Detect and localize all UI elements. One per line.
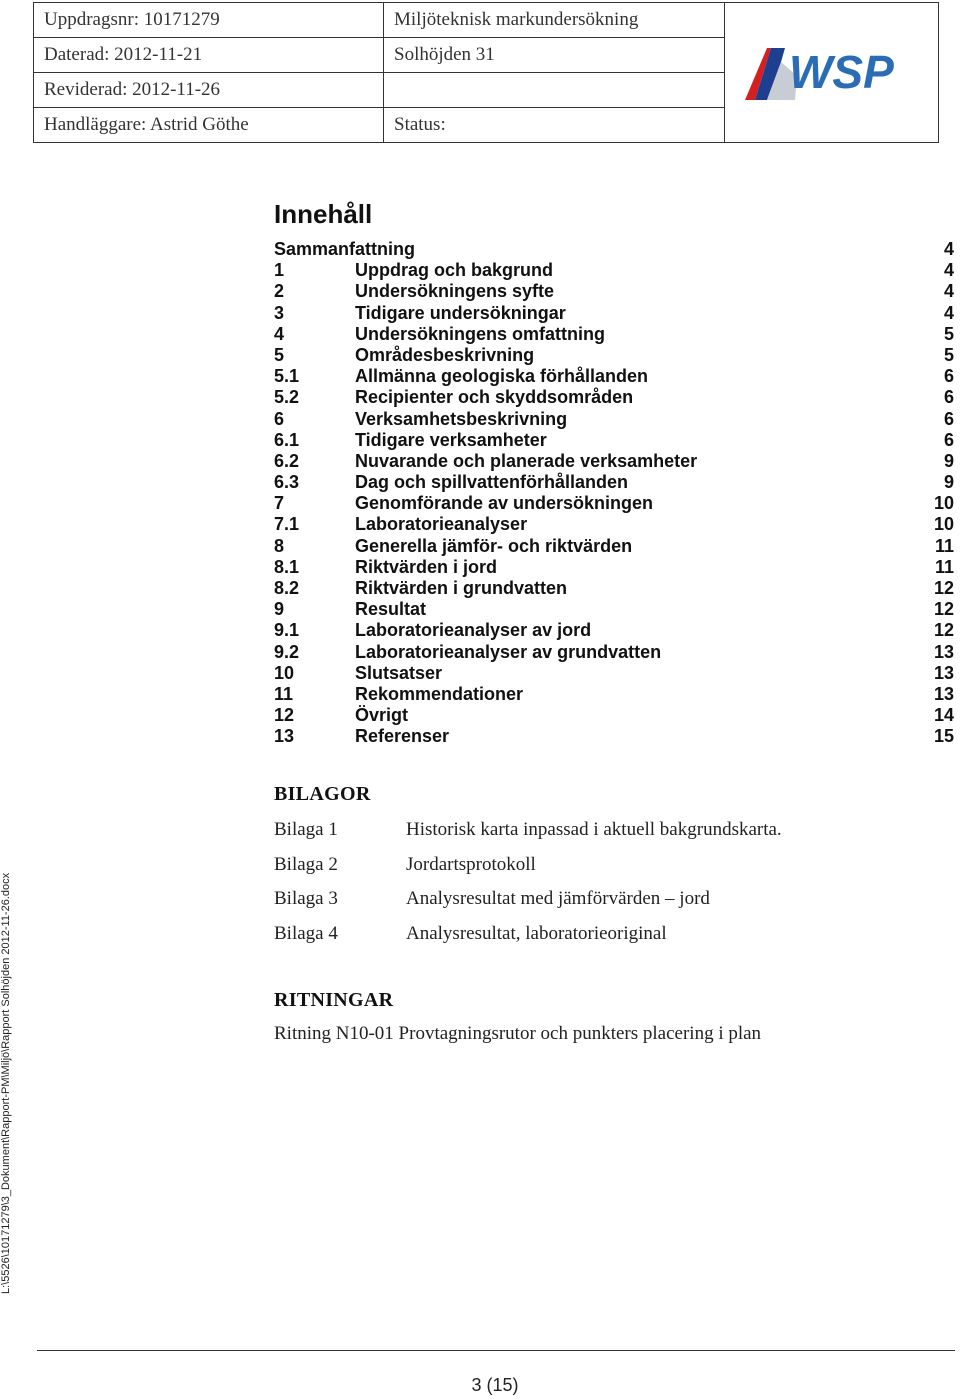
header-logo-cell: [725, 3, 939, 143]
toc-entry-number: 1: [274, 260, 285, 281]
header-assignment-number: Uppdragsnr: 10171279: [34, 3, 384, 38]
toc-entry-title: Riktvärden i grundvatten: [355, 578, 568, 598]
table-of-contents: [274, 239, 954, 748]
header-status: Status:: [384, 108, 725, 143]
toc-entry-number: 5.1: [274, 366, 300, 387]
toc-entry-number: 9.1: [274, 620, 300, 641]
bilaga-description: Jordartsprotokoll: [406, 853, 536, 875]
toc-entry-page: 6: [943, 408, 954, 429]
toc-entry-title: Laboratorieanalyser av jord: [355, 620, 592, 641]
toc-entry-page: 5: [943, 344, 954, 365]
toc-entry-title: Tidigare undersökningar: [355, 302, 566, 323]
toc-entry[interactable]: [274, 451, 954, 472]
toc-entry-title: Riktvärden i jord: [355, 556, 498, 577]
toc-entry-page: 9: [943, 472, 954, 493]
toc-entry[interactable]: [274, 557, 954, 578]
toc-entry-number: 7.1: [274, 514, 300, 535]
wsp-logo-text: WSP: [788, 45, 894, 98]
toc-entry-number: 6: [274, 408, 285, 429]
toc-entry[interactable]: [274, 726, 954, 747]
bilagor-list: [274, 815, 914, 953]
header-handler: Handläggare: Astrid Göthe: [34, 108, 384, 143]
toc-title: Innehåll: [274, 199, 373, 229]
toc-entry[interactable]: [274, 409, 954, 430]
toc-entry-number: 6.1: [274, 429, 300, 450]
bilaga-label: Bilaga 3: [274, 888, 338, 909]
bilaga-description: Historisk karta inpassad i aktuell bakgrundskarta.: [406, 819, 782, 840]
toc-entry-page: 4: [943, 239, 954, 259]
bilaga-row: [274, 850, 914, 885]
header-revised-date: Reviderad: 2012-11-26: [34, 73, 384, 108]
toc-entry-page: 13: [933, 662, 954, 683]
toc-entry[interactable]: [274, 345, 954, 366]
toc-entry-number: 11: [274, 683, 294, 704]
toc-entry-title: Referenser: [355, 726, 450, 747]
toc-entry[interactable]: [274, 324, 954, 345]
toc-entry-number: 8.2: [274, 578, 300, 598]
document-header-table: [33, 2, 939, 143]
toc-entry[interactable]: [274, 620, 954, 641]
bilaga-row: [274, 919, 914, 954]
toc-entry[interactable]: [274, 281, 954, 302]
toc-entry-page: 14: [933, 705, 954, 726]
toc-entry[interactable]: [274, 642, 954, 663]
toc-entry-page: 15: [933, 726, 954, 747]
toc-entry[interactable]: [274, 493, 954, 514]
toc-entry-title: Undersökningens omfattning: [355, 323, 606, 344]
toc-entry-title: Rekommendationer: [355, 683, 524, 704]
toc-entry-title: Recipienter och skyddsområden: [355, 387, 634, 408]
ritning-entry: Ritning N10-01 Provtagningsrutor och punkters placering i plan: [274, 1023, 762, 1044]
toc-entry-page: 13: [933, 683, 954, 704]
bilaga-label: Bilaga 1: [274, 819, 338, 840]
toc-entry-title: Tidigare verksamheter: [355, 429, 547, 450]
wsp-logo: [725, 3, 938, 142]
toc-entry[interactable]: [274, 303, 954, 324]
toc-entry-number: 6.3: [274, 472, 300, 493]
toc-entry-number: 10: [274, 662, 295, 683]
page-number: 3 (15): [471, 1375, 519, 1395]
toc-entry-page: 12: [933, 620, 954, 641]
toc-entry-page: 12: [933, 599, 954, 620]
toc-entry-page: 6: [943, 429, 954, 450]
toc-entry-number: 13: [274, 726, 295, 747]
toc-entry-title: Verksamhetsbeskrivning: [355, 408, 568, 429]
toc-entry-title: Nuvarande och planerade verksamheter: [355, 450, 698, 471]
toc-entry-page: 10: [933, 514, 954, 535]
toc-entry-number: 8.1: [274, 556, 300, 577]
toc-entry-page: 4: [943, 260, 954, 281]
toc-entry-number: 5: [274, 344, 285, 365]
toc-entry-number: 6.2: [274, 450, 300, 471]
toc-entry[interactable]: [274, 536, 954, 557]
header-project-title: Miljöteknisk markundersökning: [384, 3, 725, 38]
toc-entry-title: Laboratorieanalyser: [355, 514, 528, 535]
toc-entry[interactable]: [274, 260, 954, 281]
toc-entry-number: 8: [274, 535, 285, 556]
toc-entry-page: 4: [943, 302, 954, 323]
toc-entry-page: 5: [943, 323, 954, 344]
toc-entry-page: 6: [943, 387, 954, 408]
toc-entry[interactable]: [274, 430, 954, 451]
ritningar-heading: RITNINGAR: [274, 989, 394, 1011]
toc-entry-title: Slutsatser: [355, 662, 443, 683]
toc-entry[interactable]: [274, 239, 954, 260]
bilaga-description: Analysresultat, laboratorieoriginal: [406, 922, 667, 944]
bilaga-description: Analysresultat med jämförvärden – jord: [406, 888, 710, 909]
bilaga-label: Bilaga 4: [274, 922, 338, 944]
toc-entry[interactable]: [274, 387, 954, 408]
toc-entry-page: 13: [933, 641, 954, 662]
toc-entry-page: 4: [943, 281, 954, 302]
wsp-logo-icon: [737, 38, 927, 108]
bilaga-row: [274, 884, 914, 919]
bilaga-row: [274, 815, 914, 850]
header-date: Daterad: 2012-11-21: [34, 38, 384, 73]
toc-entry[interactable]: [274, 684, 954, 705]
toc-entry-page: 10: [933, 493, 954, 514]
toc-entry-title: Uppdrag och bakgrund: [355, 260, 553, 281]
toc-entry[interactable]: [274, 366, 954, 387]
footer-divider: [37, 1350, 955, 1351]
toc-entry-number: 2: [274, 281, 285, 302]
toc-entry-page: 9: [943, 450, 954, 471]
toc-entry-number: 4: [274, 323, 285, 344]
file-path-margin-text: L:\5526\10171279\3_Dokument\Rapport-PM\Miljö\Rapport Solhöjden 2012-11-26.docx: [0, 872, 12, 1294]
toc-entry-number: 5.2: [274, 387, 300, 408]
header-empty-cell: [384, 73, 725, 108]
toc-entry-title: Allmänna geologiska förhållanden: [355, 366, 649, 387]
toc-entry-number: 3: [274, 302, 285, 323]
toc-entry-title: Sammanfattning: [274, 239, 416, 259]
toc-entry-page: 12: [933, 578, 954, 598]
toc-entry-title: Dag och spillvattenförhållanden: [355, 472, 629, 493]
toc-entry-title: Genomförande av undersökningen: [355, 493, 654, 514]
toc-entry-page: 11: [934, 535, 954, 556]
toc-entry-page: 6: [943, 366, 954, 387]
toc-entry-number: 9.2: [274, 641, 300, 662]
bilaga-label: Bilaga 2: [274, 853, 338, 875]
toc-entry-title: Laboratorieanalyser av grundvatten: [355, 641, 662, 662]
toc-entry-page: 11: [934, 556, 954, 577]
toc-entry-number: 9: [274, 599, 285, 620]
toc-entry-title: Resultat: [355, 599, 427, 620]
toc-entry[interactable]: [274, 663, 954, 684]
bilagor-heading: BILAGOR: [274, 783, 371, 805]
toc-entry[interactable]: [274, 514, 954, 535]
toc-entry[interactable]: [274, 705, 954, 726]
toc-entry-title: Undersökningens syfte: [355, 281, 555, 302]
toc-entry-title: Övrigt: [355, 705, 409, 726]
toc-entry-number: 12: [274, 705, 295, 726]
toc-entry[interactable]: [274, 472, 954, 493]
toc-entry-title: Generella jämför- och riktvärden: [355, 535, 633, 556]
toc-entry-title: Områdesbeskrivning: [355, 344, 535, 365]
header-site-name: Solhöjden 31: [384, 38, 725, 73]
toc-entry-number: 7: [274, 493, 285, 514]
toc-entry[interactable]: [274, 578, 954, 599]
toc-entry[interactable]: [274, 599, 954, 620]
